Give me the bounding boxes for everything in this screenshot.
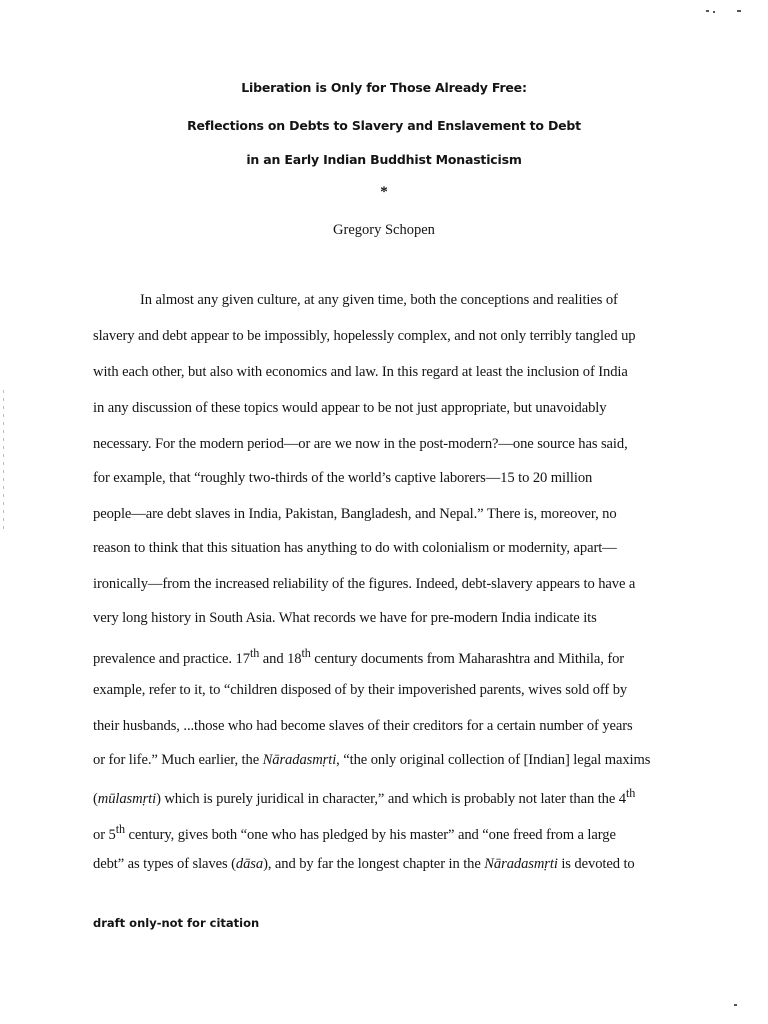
author-name: Gregory Schopen (333, 222, 435, 238)
body-line: their husbands, ...those who had become slaves of their creditors for a certain number of years (93, 718, 633, 734)
body-line: very long history in South Asia. What records we have for pre-modern India indicate its (93, 610, 597, 626)
italic-term: mūlasmṛti (97, 790, 157, 807)
superscript: th (301, 646, 311, 660)
body-line: necessary. For the modern period—or are we now in the post-modern?—one source has said, (93, 436, 628, 452)
body-line: example, refer to it, to “children disposed of by their impoverished parents, wives sold off by (93, 682, 628, 698)
text-run: prevalence and practice. 17 (93, 650, 250, 667)
body-line: for example, that “roughly two-thirds of the world’s captive laborers—15 to 20 million (93, 470, 593, 486)
italic-term: Nāradasmṛti (262, 752, 337, 768)
italic-term: Nāradasmṛti (484, 856, 558, 872)
body-line: reason to think that this situation has anything to do with colonialism or modernity, apart— (93, 540, 617, 556)
title-separator: * (380, 184, 388, 200)
scan-speck (737, 10, 741, 12)
text-run: ) which is purely juridical in character,” and which is probably not later than the 4 (156, 790, 626, 807)
scan-speck (734, 1004, 737, 1006)
superscript: th (115, 822, 125, 836)
body-line (93, 786, 693, 808)
superscript: th (625, 786, 636, 800)
scan-speck (713, 11, 715, 13)
text-run: is devoted to (557, 856, 635, 872)
title-line-3: in an Early Indian Buddhist Monasticism (246, 152, 522, 167)
text-run: ), and by far the longest chapter in the (263, 856, 485, 872)
body-line: in any discussion of these topics would appear to be not just appropriate, but unavoidably (93, 400, 607, 416)
body-line: ironically—from the increased reliability of the figures. Indeed, debt-slavery appears to have a (93, 576, 636, 592)
title-line-2: Reflections on Debts to Slavery and Enslavement to Debt (187, 118, 581, 133)
body-line (93, 752, 693, 769)
title-line-1: Liberation is Only for Those Already Free: (241, 80, 527, 95)
text-run: ( (93, 790, 98, 807)
text-run: and 18 (259, 650, 302, 667)
text-run: or 5 (93, 826, 116, 843)
body-line: with each other, but also with economics and law. In this regard at least the inclusion of India (93, 364, 628, 380)
text-run: , “the only original collection of [Indian] legal maxims (336, 752, 651, 768)
body-line: slavery and debt appear to be impossibly, hopelessly complex, and not only terribly tangled up (93, 328, 636, 344)
body-line: people—are debt slaves in India, Pakistan, Bangladesh, and Nepal.” There is, moreover, no (93, 506, 617, 522)
italic-term: dāsa (235, 856, 264, 872)
draft-notice: draft only-not for citation (93, 916, 260, 930)
text-run: debt” as types of slaves ( (93, 856, 236, 872)
body-line (93, 822, 693, 844)
superscript: th (249, 646, 260, 660)
text-run: century documents from Maharashtra and Mithila, for (310, 650, 625, 667)
body-line (93, 856, 693, 873)
body-line: In almost any given culture, at any given time, both the conceptions and realities of (140, 292, 618, 308)
text-run: century, gives both “one who has pledged by his master” and “one freed from a large (124, 826, 616, 843)
body-line (93, 646, 693, 668)
text-run: or for life.” Much earlier, the (93, 752, 263, 768)
scan-speck (706, 10, 709, 12)
scan-edge-artifact (3, 390, 4, 530)
